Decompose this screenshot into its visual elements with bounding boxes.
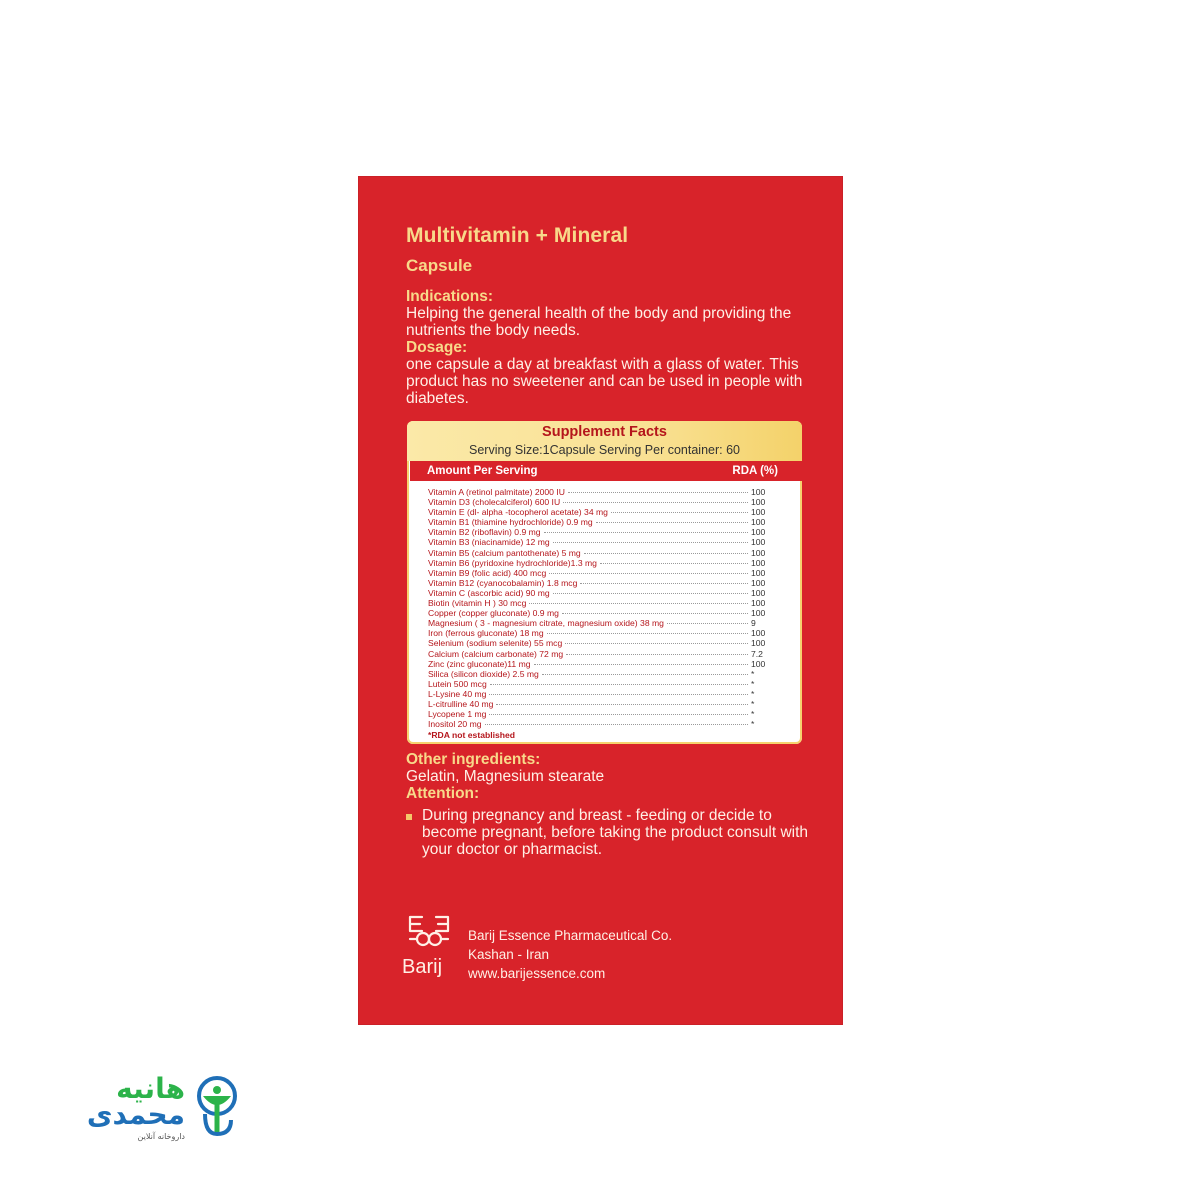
nutrient-name: Zinc (zinc gluconate)11 mg [428, 658, 531, 669]
nutrient-row [428, 719, 773, 729]
dot-leader [547, 633, 748, 634]
nutrient-rda: 100 [751, 497, 766, 508]
amount-header-bar [410, 461, 802, 481]
nutrient-rda: 100 [751, 638, 766, 649]
dot-leader [489, 714, 748, 715]
nutrient-name: Calcium (calcium carbonate) 72 mg [428, 648, 564, 659]
watermark-line3: داروخانه آنلاین [137, 1132, 185, 1141]
nutrient-row [428, 537, 773, 547]
pharmacy-logo-icon [191, 1074, 243, 1140]
amount-per-serving-label: Amount Per Serving [427, 465, 538, 477]
dot-leader [496, 704, 748, 705]
dot-leader [544, 532, 748, 533]
dot-leader [611, 512, 748, 513]
watermark-line2: محمدی [86, 1098, 185, 1131]
dot-leader [549, 573, 748, 574]
svg-text:Barij: Barij [402, 956, 443, 978]
nutrient-name: Silica (silicon dioxide) 2.5 mg [428, 668, 539, 679]
nutrient-rda: * [751, 678, 755, 689]
watermark-line1: هانیه [116, 1072, 185, 1105]
indications-text: Helping the general health of the body and providing the nutrients the body needs. [406, 305, 792, 339]
dot-leader [562, 613, 748, 614]
supplement-facts-title: Supplement Facts [542, 424, 667, 440]
nutrient-name: Vitamin D3 (cholecalciferol) 600 IU [428, 497, 561, 508]
nutrient-row [428, 608, 773, 618]
nutrient-row [428, 628, 773, 638]
nutrient-row [428, 649, 773, 659]
attention-text: During pregnancy and breast - feeding or decide to become pregnant, before taking the product consult with your doctor or pharmacist. [422, 807, 809, 858]
nutrient-row [428, 548, 773, 558]
dosage-text: one capsule a day at breakfast with a glass of water. This product has no sweetener and can be used in people with diabetes. [406, 356, 803, 407]
nutrient-row [428, 517, 773, 527]
nutrient-name: Vitamin A (retinol palmitate) 2000 IU [428, 487, 565, 497]
dot-leader [553, 593, 748, 594]
nutrient-row [428, 659, 773, 669]
dot-leader [553, 542, 748, 543]
barij-emblem-icon [402, 913, 456, 979]
nutrient-row [428, 568, 773, 578]
nutrient-rda: 100 [751, 547, 766, 558]
nutrient-row [428, 507, 773, 517]
other-ingredients-heading: Other ingredients: [406, 751, 541, 768]
dot-leader [489, 694, 748, 695]
dot-leader [563, 502, 748, 503]
nutrient-rda: 100 [751, 557, 766, 568]
nutrient-rda: 100 [751, 527, 766, 538]
nutrient-row [428, 558, 773, 568]
nutrient-row [428, 588, 773, 598]
nutrient-name: Vitamin E (dl- alpha -tocopherol acetate) 34 mg [428, 507, 608, 518]
nutrient-rda: 100 [751, 658, 766, 669]
nutrient-name: Biotin (vitamin H ) 30 mcg [428, 598, 527, 609]
attention-heading: Attention: [406, 785, 480, 802]
dot-leader [485, 724, 748, 725]
dot-leader [568, 492, 748, 493]
nutrient-rda: 100 [751, 537, 766, 548]
company-location: Kashan - Iran [468, 947, 550, 962]
nutrient-rda: 100 [751, 567, 766, 578]
nutrient-row [428, 618, 773, 628]
nutrient-name: Inositol 20 mg [428, 719, 482, 730]
nutrient-row [428, 527, 773, 537]
product-title: Multivitamin + Mineral [406, 224, 629, 247]
dot-leader [667, 623, 748, 624]
dot-leader [600, 563, 748, 564]
nutrient-name: Magnesium ( 3 - magnesium citrate, magnesium oxide) 38 mg [428, 618, 664, 629]
indications-section [406, 288, 816, 407]
nutrient-rda: 100 [751, 598, 766, 609]
dot-leader [596, 522, 748, 523]
nutrient-name: L-citrulline 40 mg [428, 698, 494, 709]
product-form: Capsule [406, 256, 473, 275]
nutrient-name: Vitamin B9 (folic acid) 400 mcg [428, 567, 547, 578]
other-ingredients-section [406, 751, 816, 802]
dot-leader [584, 553, 748, 554]
nutrient-name: Vitamin B2 (riboflavin) 0.9 mg [428, 527, 541, 538]
nutrient-rda: 7.2 [751, 648, 763, 659]
nutrient-rda: 100 [751, 517, 766, 528]
supplement-facts-panel [407, 421, 802, 744]
nutrient-row [428, 709, 773, 719]
nutrient-rda: * [751, 719, 755, 730]
nutrient-rda: 9 [751, 618, 756, 629]
nutrient-rda: * [751, 709, 755, 720]
nutrient-rda: 100 [751, 507, 766, 518]
nutrient-rda: 100 [751, 628, 766, 639]
nutrient-row [428, 689, 773, 699]
other-ingredients-text: Gelatin, Magnesium stearate [406, 768, 605, 785]
nutrient-rda: * [751, 688, 755, 699]
serving-info: Serving Size:1Capsule Serving Per container: 60 [469, 443, 740, 457]
nutrient-rda: * [751, 698, 755, 709]
nutrient-list [428, 487, 773, 729]
company-info [468, 926, 672, 983]
dot-leader [565, 643, 748, 644]
nutrient-rda: 100 [751, 487, 766, 497]
nutrient-name: Lutein 500 mcg [428, 678, 487, 689]
bullet-icon [406, 814, 412, 820]
dot-leader [534, 664, 748, 665]
nutrient-row [428, 669, 773, 679]
dosage-heading: Dosage: [406, 339, 468, 356]
nutrient-row [428, 487, 773, 497]
dot-leader [566, 654, 748, 655]
nutrient-name: Selenium (sodium selenite) 55 mcg [428, 638, 563, 649]
dot-leader [580, 583, 748, 584]
pharmacy-watermark [55, 1072, 260, 1142]
nutrient-name: Vitamin B12 (cyanocobalamin) 1.8 mcg [428, 577, 578, 588]
nutrient-rda: 100 [751, 577, 766, 588]
nutrient-row [428, 679, 773, 689]
company-name: Barij Essence Pharmaceutical Co. [468, 928, 673, 943]
attention-item [406, 807, 816, 858]
barij-logo [402, 913, 456, 979]
nutrient-name: Copper (copper gluconate) 0.9 mg [428, 608, 559, 619]
dot-leader [529, 603, 748, 604]
supplement-facts-header [407, 421, 802, 461]
nutrient-row [428, 598, 773, 608]
product-box-back [358, 176, 843, 1025]
rda-label: RDA (%) [732, 465, 778, 477]
dot-leader [542, 674, 748, 675]
nutrient-row [428, 699, 773, 709]
nutrient-name: Vitamin B1 (thiamine hydrochloride) 0.9 mg [428, 517, 593, 528]
nutrient-rda: 100 [751, 608, 766, 619]
nutrient-row [428, 638, 773, 648]
nutrient-name: L-Lysine 40 mg [428, 688, 487, 699]
nutrient-row [428, 497, 773, 507]
nutrient-rda: * [751, 668, 755, 679]
company-website: www.barijessence.com [468, 966, 606, 981]
nutrient-name: Vitamin B6 (pyridoxine hydrochloride)1.3 mg [428, 557, 597, 568]
nutrient-name: Vitamin B5 (calcium pantothenate) 5 mg [428, 547, 581, 558]
indications-heading: Indications: [406, 288, 493, 305]
nutrient-name: Iron (ferrous gluconate) 18 mg [428, 628, 544, 639]
rda-note: *RDA not established [428, 730, 516, 740]
dot-leader [490, 684, 748, 685]
nutrient-name: Lycopene 1 mg [428, 709, 487, 720]
nutrient-name: Vitamin B3 (niacinamide) 12 mg [428, 537, 550, 548]
nutrient-rda: 100 [751, 587, 766, 598]
nutrient-name: Vitamin C (ascorbic acid) 90 mg [428, 587, 550, 598]
nutrient-row [428, 578, 773, 588]
